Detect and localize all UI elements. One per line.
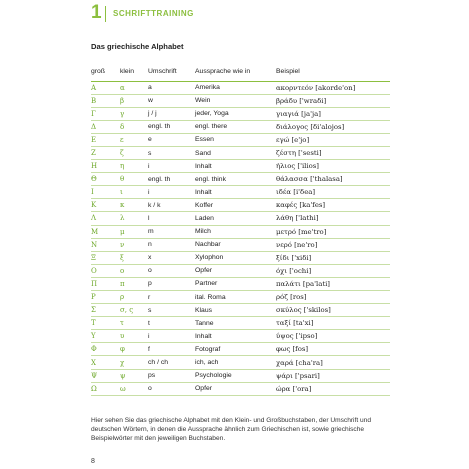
table-row xyxy=(91,120,390,133)
cell-aussprache: Essen xyxy=(195,133,276,146)
cell-klein: φ xyxy=(120,343,148,356)
table-body xyxy=(91,81,390,395)
cell-umschrift: engl. th xyxy=(148,173,195,186)
column-header-aussprache: Aussprache wie in xyxy=(195,62,276,81)
cell-beispiel: νερό [ne'ro] xyxy=(276,238,390,251)
cell-gross: Γ xyxy=(91,107,120,120)
cell-aussprache: Partner xyxy=(195,277,276,290)
cell-beispiel: καφές [ka'fes] xyxy=(276,199,390,212)
cell-gross: Μ xyxy=(91,225,120,238)
column-header-gross: groß xyxy=(91,62,120,81)
cell-gross: Β xyxy=(91,94,120,107)
cell-umschrift: ps xyxy=(148,369,195,382)
cell-aussprache: engl. there xyxy=(195,120,276,133)
cell-klein: σ, ς xyxy=(120,304,148,317)
page-number: 8 xyxy=(91,458,95,465)
cell-aussprache: Opfer xyxy=(195,382,276,395)
cell-aussprache: Opfer xyxy=(195,264,276,277)
cell-aussprache: Nachbar xyxy=(195,238,276,251)
column-header-umschrift: Umschrift xyxy=(148,62,195,81)
cell-umschrift: f xyxy=(148,343,195,356)
cell-aussprache: ital. Roma xyxy=(195,291,276,304)
cell-gross: Ζ xyxy=(91,146,120,159)
cell-umschrift: w xyxy=(148,94,195,107)
cell-umschrift: a xyxy=(148,81,195,94)
cell-klein: γ xyxy=(120,107,148,120)
cell-beispiel: διάλογος [δi'alojos] xyxy=(276,120,390,133)
cell-aussprache: jeder, Yoga xyxy=(195,107,276,120)
cell-beispiel: σκύλος ['skilos] xyxy=(276,304,390,317)
cell-gross: Δ xyxy=(91,120,120,133)
cell-beispiel: ακορντεόν [akorde'on] xyxy=(276,81,390,94)
chapter-title: SCHRIFTTRAINING xyxy=(113,9,194,18)
cell-gross: Ρ xyxy=(91,291,120,304)
cell-umschrift: m xyxy=(148,225,195,238)
cell-beispiel: ώρα ['ora] xyxy=(276,382,390,395)
cell-beispiel: ταξί [ta'xi] xyxy=(276,317,390,330)
cell-umschrift: o xyxy=(148,264,195,277)
cell-gross: Τ xyxy=(91,317,120,330)
table-row xyxy=(91,133,390,146)
chapter-divider xyxy=(105,6,106,22)
cell-umschrift: r xyxy=(148,291,195,304)
cell-umschrift: s xyxy=(148,304,195,317)
cell-klein: τ xyxy=(120,317,148,330)
cell-beispiel: χαρά [cha'ra] xyxy=(276,356,390,369)
cell-aussprache: Xylophon xyxy=(195,251,276,264)
cell-klein: θ xyxy=(120,173,148,186)
cell-aussprache: Koffer xyxy=(195,199,276,212)
table-row xyxy=(91,225,390,238)
cell-beispiel: φως [fos] xyxy=(276,343,390,356)
cell-klein: υ xyxy=(120,330,148,343)
table-title: Das griechische Alphabet xyxy=(91,42,184,51)
cell-gross: Ψ xyxy=(91,369,120,382)
table-row xyxy=(91,173,390,186)
cell-aussprache: Tanne xyxy=(195,317,276,330)
cell-klein: ο xyxy=(120,264,148,277)
cell-gross: Ξ xyxy=(91,251,120,264)
cell-klein: ρ xyxy=(120,291,148,304)
cell-gross: Χ xyxy=(91,356,120,369)
alphabet-table xyxy=(91,62,390,396)
cell-klein: ε xyxy=(120,133,148,146)
cell-gross: Θ xyxy=(91,173,120,186)
cell-umschrift: k / k xyxy=(148,199,195,212)
table-row xyxy=(91,369,390,382)
cell-gross: Α xyxy=(91,81,120,94)
table-row xyxy=(91,277,390,290)
table-row xyxy=(91,251,390,264)
table-row xyxy=(91,238,390,251)
cell-aussprache: Amerika xyxy=(195,81,276,94)
cell-beispiel: ψάρι ['psari] xyxy=(276,369,390,382)
cell-klein: ν xyxy=(120,238,148,251)
table-row xyxy=(91,212,390,225)
table-header-row xyxy=(91,62,390,81)
cell-aussprache: Inhalt xyxy=(195,330,276,343)
cell-umschrift: n xyxy=(148,238,195,251)
cell-beispiel: παλάτι [pa'lati] xyxy=(276,277,390,290)
cell-klein: α xyxy=(120,81,148,94)
cell-beispiel: ύψος ['ipso] xyxy=(276,330,390,343)
table-row xyxy=(91,94,390,107)
cell-aussprache: engl. think xyxy=(195,173,276,186)
cell-gross: Ν xyxy=(91,238,120,251)
cell-klein: ξ xyxy=(120,251,148,264)
cell-umschrift: i xyxy=(148,160,195,173)
cell-gross: Φ xyxy=(91,343,120,356)
table-row xyxy=(91,186,390,199)
cell-beispiel: βράδυ ['wraδi] xyxy=(276,94,390,107)
table-row xyxy=(91,330,390,343)
cell-klein: χ xyxy=(120,356,148,369)
cell-gross: Η xyxy=(91,160,120,173)
column-header-beispiel: Beispiel xyxy=(276,62,390,81)
cell-gross: Υ xyxy=(91,330,120,343)
cell-gross: Ι xyxy=(91,186,120,199)
cell-umschrift: s xyxy=(148,146,195,159)
cell-aussprache: Klaus xyxy=(195,304,276,317)
cell-gross: Λ xyxy=(91,212,120,225)
cell-aussprache: Wein xyxy=(195,94,276,107)
cell-aussprache: Inhalt xyxy=(195,186,276,199)
cell-umschrift: i xyxy=(148,330,195,343)
table-row xyxy=(91,343,390,356)
cell-klein: ι xyxy=(120,186,148,199)
table-row xyxy=(91,291,390,304)
cell-aussprache: Inhalt xyxy=(195,160,276,173)
chapter-number: 1 xyxy=(91,2,102,23)
table-row xyxy=(91,264,390,277)
cell-beispiel: θάλασσα ['thalasa] xyxy=(276,173,390,186)
column-header-klein: klein xyxy=(120,62,148,81)
cell-klein: ω xyxy=(120,382,148,395)
table-row xyxy=(91,356,390,369)
cell-klein: ψ xyxy=(120,369,148,382)
cell-klein: β xyxy=(120,94,148,107)
cell-klein: λ xyxy=(120,212,148,225)
cell-aussprache: ich, ach xyxy=(195,356,276,369)
cell-umschrift: e xyxy=(148,133,195,146)
cell-gross: Κ xyxy=(91,199,120,212)
table-row xyxy=(91,382,390,395)
cell-klein: δ xyxy=(120,120,148,133)
cell-aussprache: Psychologie xyxy=(195,369,276,382)
cell-beispiel: ξίδι ['xiδi] xyxy=(276,251,390,264)
cell-aussprache: Milch xyxy=(195,225,276,238)
cell-gross: Π xyxy=(91,277,120,290)
cell-beispiel: μετρό [me'tro] xyxy=(276,225,390,238)
table-row xyxy=(91,304,390,317)
cell-beispiel: ρόζ [ros] xyxy=(276,291,390,304)
table-row xyxy=(91,107,390,120)
cell-aussprache: Fotograf xyxy=(195,343,276,356)
cell-beispiel: όχι ['ochi] xyxy=(276,264,390,277)
cell-beispiel: ήλιος ['ilios] xyxy=(276,160,390,173)
table-row xyxy=(91,81,390,94)
cell-gross: Ο xyxy=(91,264,120,277)
cell-beispiel: ζέστη ['sesti] xyxy=(276,146,390,159)
cell-klein: ζ xyxy=(120,146,148,159)
table-row xyxy=(91,199,390,212)
cell-beispiel: εγώ [e'jo] xyxy=(276,133,390,146)
cell-beispiel: γιαγιά [ja'ja] xyxy=(276,107,390,120)
cell-gross: Ω xyxy=(91,382,120,395)
cell-umschrift: l xyxy=(148,212,195,225)
cell-klein: η xyxy=(120,160,148,173)
cell-umschrift: j / j xyxy=(148,107,195,120)
cell-aussprache: Laden xyxy=(195,212,276,225)
cell-umschrift: p xyxy=(148,277,195,290)
cell-umschrift: o xyxy=(148,382,195,395)
cell-umschrift: t xyxy=(148,317,195,330)
description-text: Hier sehen Sie das griechische Alphabet mit den Klein- und Großbuchstaben, der Umschrift und deutschen Wörtern, in denen die Aussprache ähnlich zum Griechischen ist, sowie griechische Beispielwörter mit den jeweiligen Buchstaben. xyxy=(91,417,372,442)
cell-umschrift: ch / ch xyxy=(148,356,195,369)
cell-klein: μ xyxy=(120,225,148,238)
cell-umschrift: i xyxy=(148,186,195,199)
table-row xyxy=(91,146,390,159)
table-row xyxy=(91,317,390,330)
cell-umschrift: x xyxy=(148,251,195,264)
cell-gross: Ε xyxy=(91,133,120,146)
cell-klein: κ xyxy=(120,199,148,212)
cell-beispiel: λάθη ['lathi] xyxy=(276,212,390,225)
cell-beispiel: ιδέα [i'δea] xyxy=(276,186,390,199)
cell-klein: π xyxy=(120,277,148,290)
table-row xyxy=(91,160,390,173)
cell-umschrift: engl. th xyxy=(148,120,195,133)
cell-gross: Σ xyxy=(91,304,120,317)
cell-aussprache: Sand xyxy=(195,146,276,159)
